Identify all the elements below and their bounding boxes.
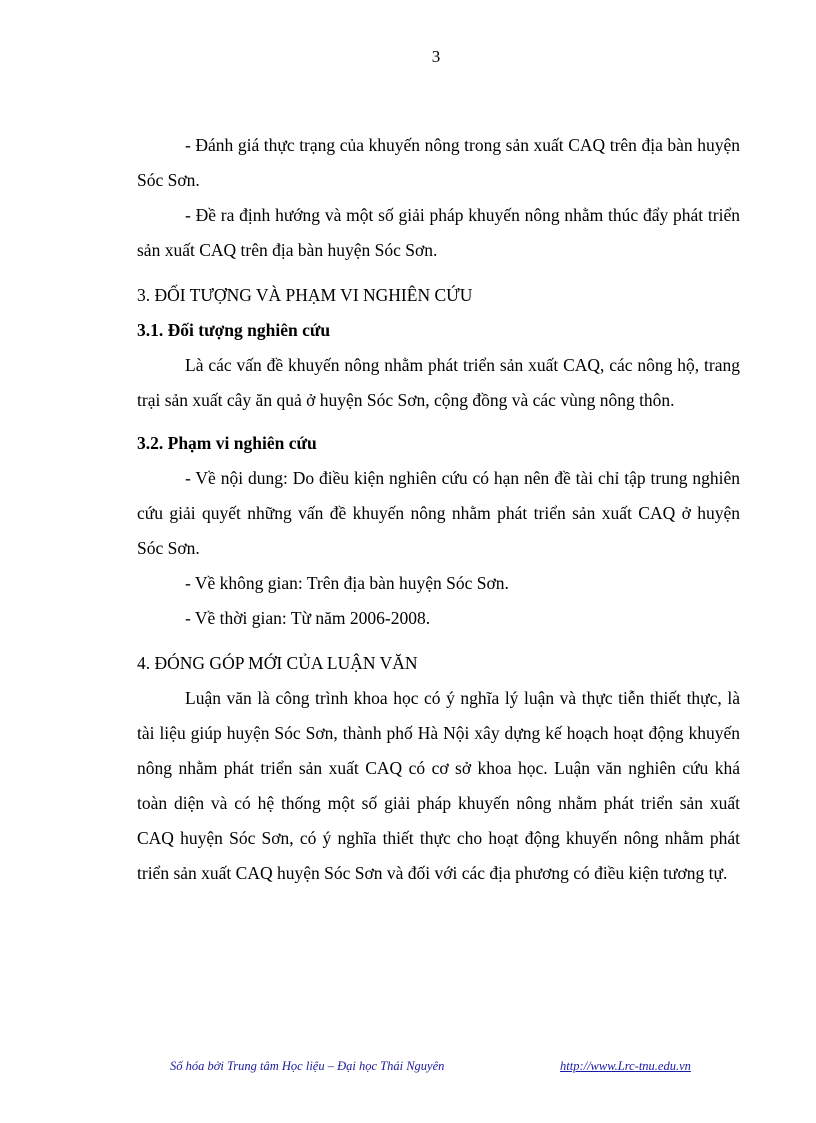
- paragraph-objective-propose: - Đề ra định hướng và một số giải pháp khuyến nông nhằm thúc đẩy phát triển sản xuất CAQ trên địa bàn huyện Sóc Sơn.: [137, 205, 740, 260]
- page-number: 3: [431, 47, 441, 66]
- paragraph-contribution: Luận văn là công trình khoa học có ý nghĩa lý luận và thực tiễn thiết thực, là tài liệu giúp huyện Sóc Sơn, thành phố Hà Nội xây dựng kế hoạch hoạt động khuyến nông nhằm phát triển sản xuất CAQ có cơ sở khoa học. Luận văn nghiên cứu khá toàn diện và có hệ thống một số giải pháp khuyến nông nhằm phát triển sản xuất CAQ huyện Sóc Sơn, có ý nghĩa thiết thực cho hoạt động khuyến nông nhằm phát triển sản xuất CAQ huyện Sóc Sơn và đối với các địa phương có điều kiện tương tự.: [137, 688, 740, 883]
- subsection-heading-3-2: 3.2. Phạm vi nghiên cứu: [137, 433, 317, 453]
- paragraph-research-subject: Là các vấn đề khuyến nông nhằm phát triển sản xuất CAQ, các nông hộ, trang trại sản xuất cây ăn quả ở huyện Sóc Sơn, cộng đồng và các vùng nông thôn.: [137, 355, 740, 410]
- subsection-heading-3-1: 3.1. Đối tượng nghiên cứu: [137, 320, 331, 340]
- footer-digitized-note: Số hóa bởi Trung tâm Học liệu – Đại học Thái Nguyên: [170, 1059, 445, 1073]
- paragraph-scope-space: - Về không gian: Trên địa bàn huyện Sóc Sơn.: [185, 573, 509, 593]
- paragraph-objective-assess: - Đánh giá thực trạng của khuyến nông trong sản xuất CAQ trên địa bàn huyện Sóc Sơn.: [137, 135, 740, 190]
- section-heading-3: 3. ĐỐI TƯỢNG VÀ PHẠM VI NGHIÊN CỨU: [137, 285, 473, 305]
- paragraph-scope-content: - Về nội dung: Do điều kiện nghiên cứu có hạn nên đề tài chỉ tập trung nghiên cứu giải quyết những vấn đề khuyến nông nhằm phát triển sản xuất CAQ ở huyện Sóc Sơn.: [137, 468, 740, 558]
- footer-link[interactable]: http://www.Lrc-tnu.edu.vn: [560, 1059, 691, 1073]
- section-heading-4: 4. ĐÓNG GÓP MỚI CỦA LUẬN VĂN: [137, 653, 418, 673]
- paragraph-scope-time: - Về thời gian: Từ năm 2006-2008.: [185, 608, 431, 628]
- document-body: [137, 128, 740, 891]
